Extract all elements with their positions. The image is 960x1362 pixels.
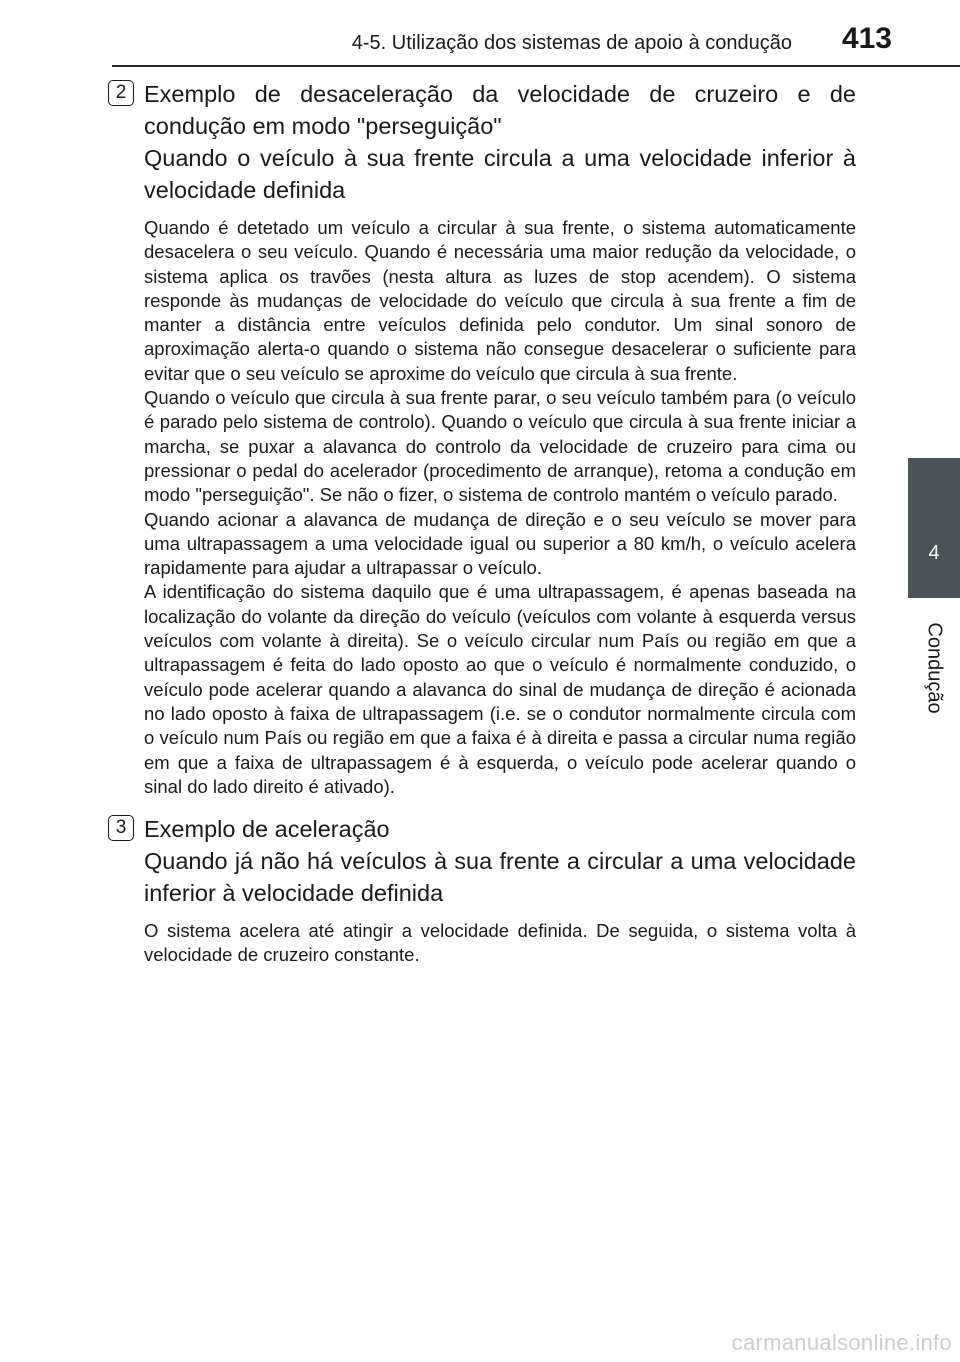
watermark: carmanualsonline.info xyxy=(731,1330,952,1355)
chapter-number: 4 xyxy=(928,542,940,564)
section-3-subheading: Quando já não há veículos à sua frente a circular a uma velocidade inferior à velocidade definida xyxy=(144,848,856,907)
section-3-body xyxy=(144,919,856,968)
section-3 xyxy=(115,813,856,968)
paragraph: Quando o veículo que circula à sua frente parar, o seu veículo também para (o veículo é parado pelo sistema de controlo). Quando o veículo que circula à sua frente iniciar a marcha, se puxar a alavanca do controlo da velocidade de cruzeiro para cima ou pressionar o pedal do acelerador (procedimento de arranque), retoma a condução em modo "perseguição". Se não o fizer, o sistema de controlo mantém o veículo parado. xyxy=(144,387,856,506)
chapter-tab xyxy=(908,458,960,598)
chapter-label-text: Condução xyxy=(923,622,946,714)
header-divider xyxy=(112,65,960,67)
paragraph: Quando é detetado um veículo a circular à sua frente, o sistema automaticamente desacelera o seu veículo. Quando é necessária uma maior redução da velocidade, o sistema aplica os travões (nesta altura as luzes de stop acendem). O sistema responde às mudanças de velocidade do veículo que circula à sua frente a fim de manter a distância entre veículos definida pelo condutor. Um sinal sonoro de aproximação alerta-o quando o sistema não consegue desacelerar o suficiente para evitar que o seu veículo se aproxime do veículo que circula à sua frente. xyxy=(144,217,856,384)
section-2-heading: Exemplo de desaceleração da velocidade de cruzeiro e de condução em modo "perseguição" xyxy=(144,81,856,139)
paragraph: A identificação do sistema daquilo que é uma ultrapassagem, é apenas baseada na localização do volante da direção do veículo (veículos com volante à esquerda versus veículos com volante à direita). Se o veículo circular num País ou região em que a ultrapassagem é feita do lado oposto ao que o veículo é normalmente conduzido, o veículo pode acelerar quando a alavanca do sinal de mudança de direção é acionada no lado oposto à faixa de ultrapassagem (i.e. se o condutor normalmente circula com o veículo num País ou região em que a faixa é à direita e passa a circular numa região em que a faixa de ultrapassagem é à esquerda, o veículo pode acelerar quando o sinal do lado direito é ativado). xyxy=(144,581,856,797)
section-2-body xyxy=(144,216,856,799)
section-2-subheading: Quando o veículo à sua frente circula a uma velocidade inferior à velocidade definida xyxy=(144,145,856,203)
chapter-label xyxy=(909,608,959,728)
section-3-heading: Exemplo de aceleração xyxy=(144,816,390,843)
step-badge-3: 3 xyxy=(108,815,134,841)
paragraph: O sistema acelera até atingir a velocidade definida. De seguida, o sistema volta à velocidade de cruzeiro constante. xyxy=(144,920,856,966)
page-content xyxy=(115,78,856,968)
section-2 xyxy=(115,78,856,799)
paragraph: Quando acionar a alavanca de mudança de direção e o seu veículo se mover para uma ultrapassagem a uma velocidade igual ou superior a 80 km/h, o veículo acelera rapidamente para ajudar a ultrapassar o veículo. xyxy=(144,508,856,579)
page-number: 413 xyxy=(841,22,892,55)
page-header xyxy=(0,0,960,60)
step-badge-2: 2 xyxy=(108,80,134,106)
section-title: 4-5. Utilização dos sistemas de apoio à condução xyxy=(351,32,792,54)
